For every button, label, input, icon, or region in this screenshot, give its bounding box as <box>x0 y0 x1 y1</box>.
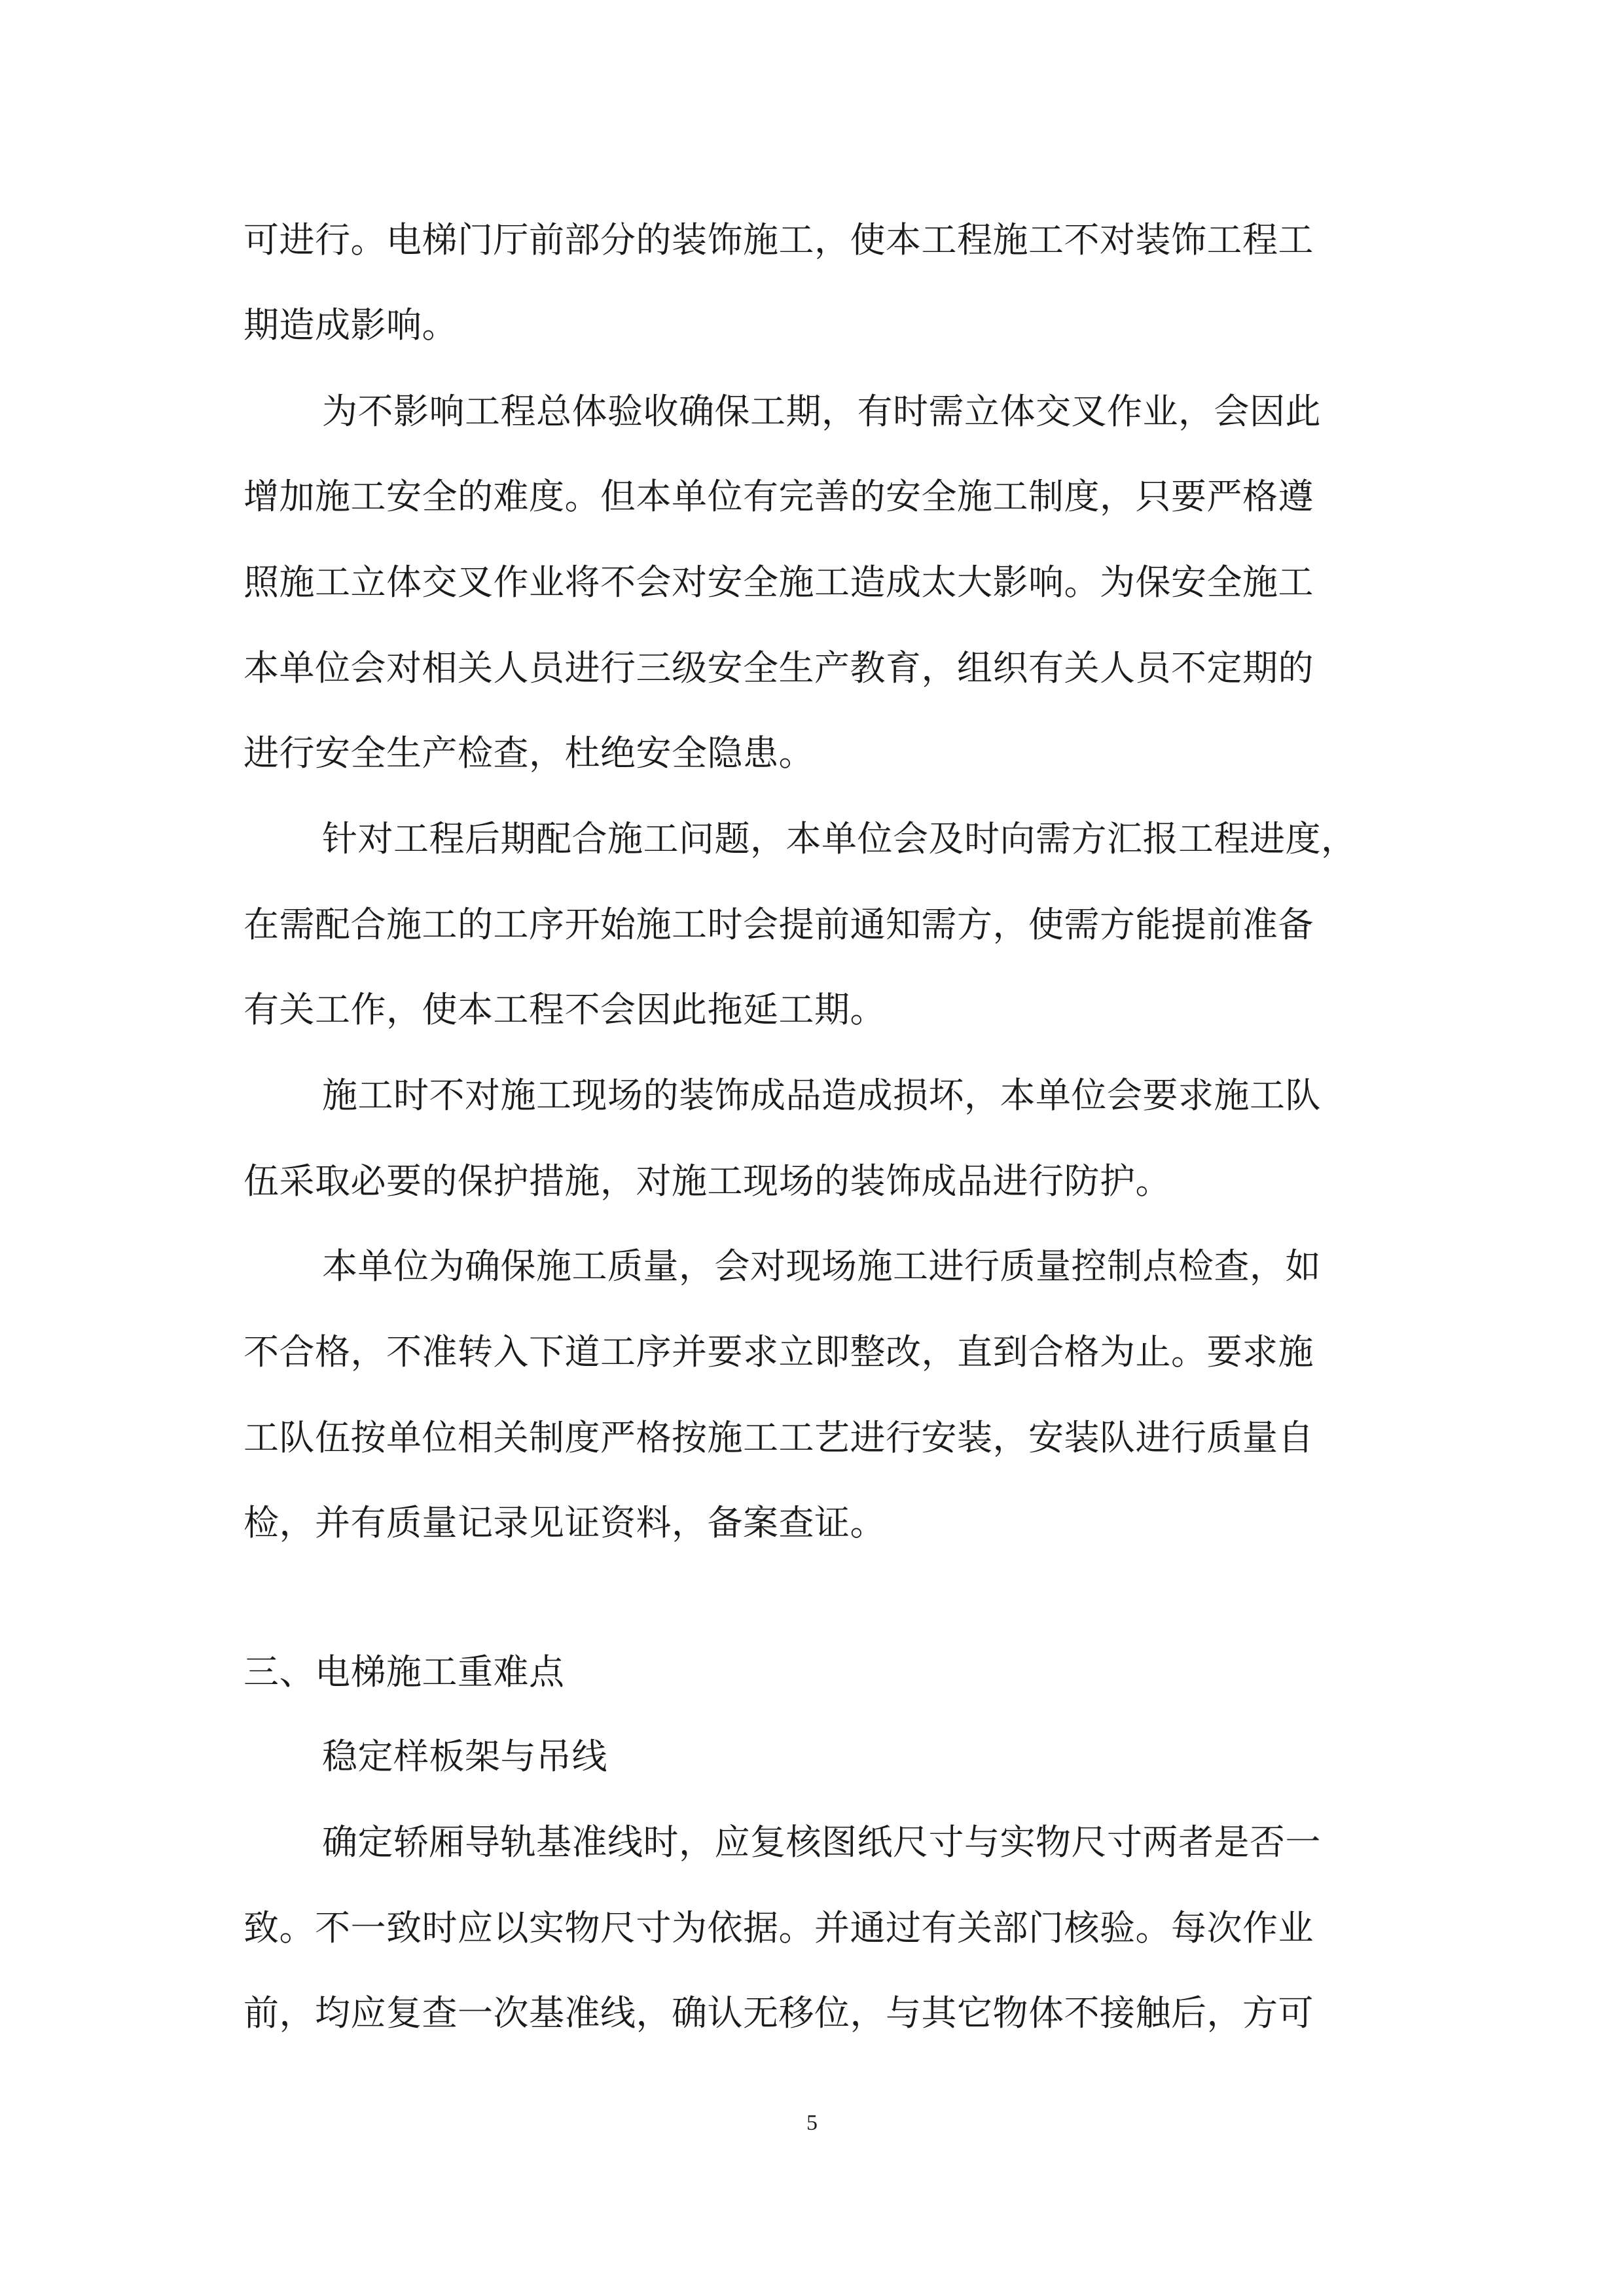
text-line-8: 针对工程后期配合施工问题，本单位会及时向需方汇报工程进度， <box>322 818 1357 859</box>
text-line-14: 不合格，不准转入下道工序并要求立即整改，直到合格为止。要求施 <box>244 1331 1314 1372</box>
text-line-12: 伍采取必要的保护措施，对施工现场的装饰成品进行防护。 <box>244 1160 1171 1202</box>
text-line-10: 有关工作，使本工程不会因此拖延工期。 <box>244 989 886 1030</box>
text-line-3: 为不影响工程总体验收确保工期，有时需立体交叉作业，会因此 <box>322 391 1321 432</box>
text-line-5: 照施工立体交叉作业将不会对安全施工造成太大影响。为保安全施工 <box>244 562 1314 603</box>
text-line-15: 工队伍按单位相关制度严格按施工工艺进行安装，安装队进行质量自 <box>244 1417 1314 1458</box>
text-line-4: 增加施工安全的难度。但本单位有完善的安全施工制度，只要严格遵 <box>244 476 1314 517</box>
page-number: 5 <box>806 2111 818 2135</box>
text-line-9: 在需配合施工的工序开始施工时会提前通知需方，使需方能提前准备 <box>244 904 1314 945</box>
subsection-heading: 稳定样板架与吊线 <box>322 1736 607 1777</box>
text-line-11: 施工时不对施工现场的装饰成品造成损坏，本单位会要求施工队 <box>322 1075 1321 1116</box>
text-line-6: 本单位会对相关人员进行三级安全生产教育，组织有关人员不定期的 <box>244 647 1314 689</box>
text-line-7: 进行安全生产检查，杜绝安全隐患。 <box>244 732 814 774</box>
section-heading: 三、电梯施工重难点 <box>244 1651 565 1693</box>
text-line-20: 致。不一致时应以实物尺寸为依据。并通过有关部门核验。每次作业 <box>244 1907 1314 1948</box>
text-line-13: 本单位为确保施工质量，会对现场施工进行质量控制点检查，如 <box>322 1246 1321 1287</box>
text-line-1: 可进行。电梯门厅前部分的装饰施工，使本工程施工不对装饰工程工 <box>244 219 1314 260</box>
text-line-21: 前，均应复查一次基准线，确认无移位，与其它物体不接触后，方可 <box>244 1992 1314 2034</box>
text-line-19: 确定轿厢导轨基准线时，应复核图纸尺寸与实物尺寸两者是否一 <box>322 1821 1321 1863</box>
text-line-16: 检，并有质量记录见证资料，备案查证。 <box>244 1502 886 1543</box>
text-line-2: 期造成影响。 <box>244 304 458 346</box>
